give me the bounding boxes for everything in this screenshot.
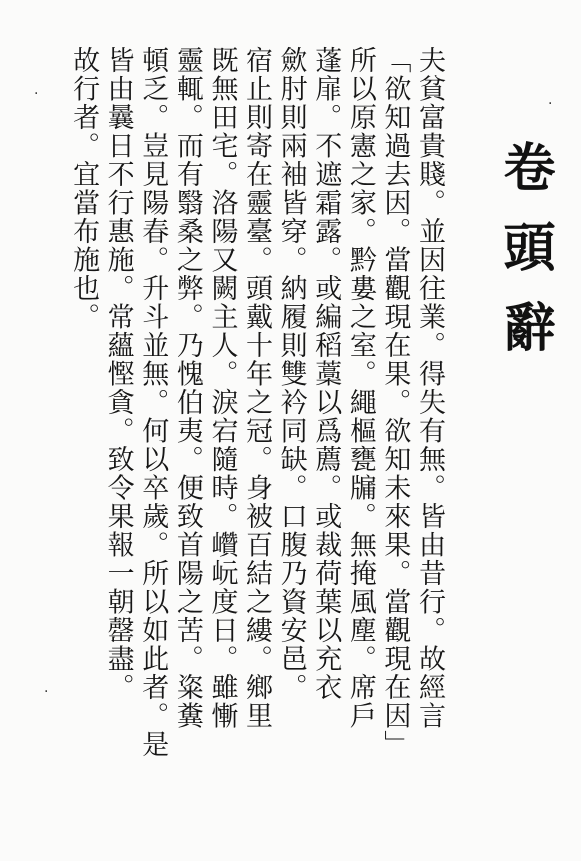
text-column-3: 所以原憲之家。黔婁之室。繩樞甕牖。無掩風塵。席戶 <box>344 46 376 730</box>
body-text <box>65 46 446 836</box>
text-column-8: 靈輒。而有翳桑之弊。乃愧伯夷。便致首陽之苦。粢糞 <box>171 46 203 730</box>
text-column-1: 夫貧富貴賤。並因往業。得失有無。皆由昔行。故經言 <box>414 46 445 730</box>
text-column-10: 皆由曩日不行惠施。常蘊慳貪。致令果報一朝罄盡。 <box>102 46 134 702</box>
text-column-5: 歛肘則兩袖皆穿。納履則雙衿同缺。口腹乃資安邑。 <box>275 46 307 702</box>
text-column-4: 蓬扉。不遮霜露。或編稻藁以爲薦。或裁荷葉以充衣 <box>310 46 342 702</box>
text-column-7: 既無田宅。洛陽又闕主人。淚宕隨時。巑岏度日。雖慚 <box>206 46 238 730</box>
text-column-11: 故行者。宜當布施也。 <box>68 46 100 331</box>
page-title: 卷頭辭 <box>494 140 555 380</box>
page-speck: · <box>44 684 49 700</box>
text-column-9: 頓乏。豈見陽春。升斗並無。何以卒歲。所以如此者。是 <box>137 46 169 759</box>
page-speck: · <box>548 96 553 112</box>
text-column-6: 宿止則寄在靈臺。頭戴十年之冠。身被百結之縷。鄉里 <box>241 46 273 730</box>
text-column-2: 「欲知過去因。當觀現在果。欲知未來果。當觀現在因」 <box>379 46 411 759</box>
page-speck: · <box>34 86 39 102</box>
